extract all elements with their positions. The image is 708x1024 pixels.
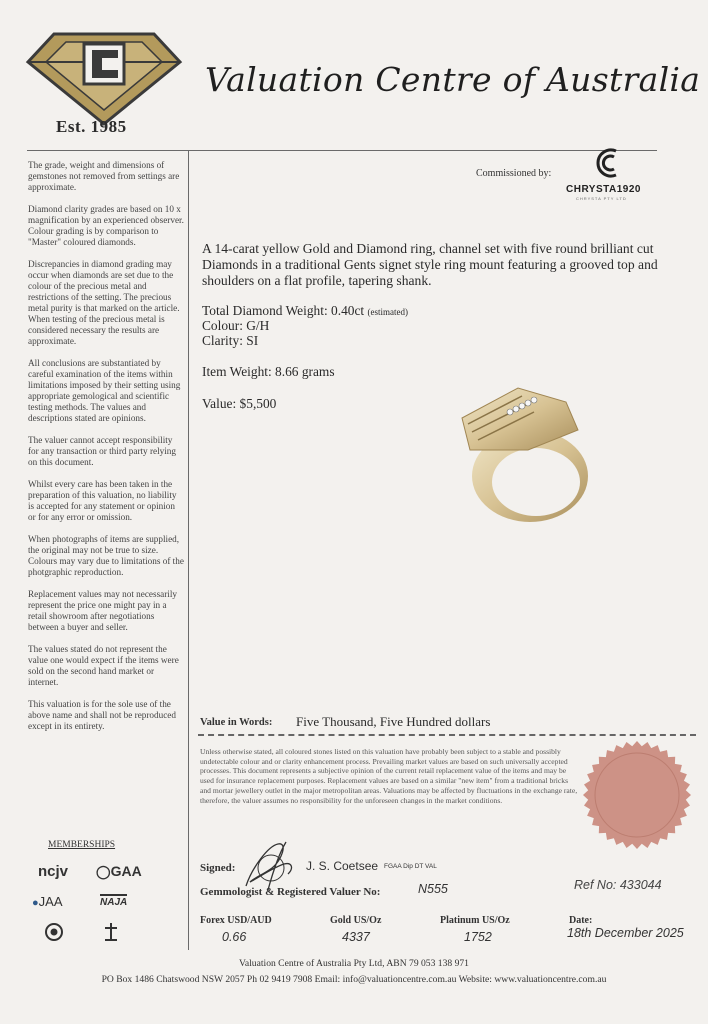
signed-label: Signed: [200, 862, 236, 874]
terms-sidebar [28, 160, 184, 743]
scales-membership-icon [102, 921, 120, 943]
gemmologist-label: Gemmologist & Registered Valuer No: [200, 886, 381, 898]
forex-value: 0.66 [222, 930, 247, 944]
naja-logo-icon: NAJA [100, 894, 127, 908]
forex-label: Forex USD/AUD [200, 915, 272, 926]
footer-contact: PO Box 1486 Chatswood NSW 2057 Ph 02 9419 7908 Email: info@valuationcentre.com.au Website: www.valuationcentre.com.au [101, 974, 607, 985]
dashed-divider [198, 734, 696, 736]
gaa-logo-label: GAA [110, 863, 142, 879]
terms-paragraph: The values stated do not represent the value one would expect if the items were sold on the second hand market or internet. [28, 644, 179, 687]
sidebar-divider [188, 150, 189, 950]
seal-membership-icon [44, 922, 64, 942]
item-weight: Item Weight: 8.66 grams [202, 364, 335, 379]
diamond-colour: Colour: G/H [202, 318, 270, 333]
platinum-value: 1752 [464, 930, 492, 944]
signer-name: J. S. Coetsee [306, 859, 379, 873]
valuation-disclaimer: Unless otherwise stated, all coloured stones listed on this valuation have probably been subject to a stable and possibly undetectable colour and or clarity enhancement process. Prevailing market values are based on such universally accepted processes. This document represents a subjective opinion of the current retail replacement value of the items and may be used for insurance replacement purposes. Replacement values are based on a similar "new item" from a traditional bricks and mortar jewellery outlet in the major metropolitan areas. Valuations may be affected by fluctuations in the exchange rate, therefore, the valuer assumes no responsibility for the unforeseen changes in the market conditions. [200, 747, 578, 805]
terms-paragraph: Whilst every care has been taken in the preparation of this valuation, no liability is accepted for any statement or opinion or for any error or omission. [28, 479, 177, 522]
embossed-seal-icon [582, 740, 692, 850]
diamond-clarity: Clarity: SI [202, 333, 259, 348]
jaa-logo-icon: ●JAA [32, 894, 63, 909]
reference-number: Ref No: 433044 [574, 878, 662, 892]
date-value: 18th December 2025 [567, 926, 684, 940]
memberships-heading: MEMBERSHIPS [48, 840, 116, 850]
terms-paragraph: Discrepancies in diamond grading may occur when diamonds are set due to the colour of the precious metal and restrictions of the setting. The precious metal purity is that marked on the article. When testing of the precious metal is considered necessary the results are approximate. [28, 259, 180, 346]
footer-company: Valuation Centre of Australia Pty Ltd, ABN 79 053 138 971 [239, 958, 469, 969]
value-in-words-label: Value in Words: [200, 717, 273, 728]
gold-value: 4337 [342, 930, 370, 944]
gaa-logo-icon: ◯GAA [96, 863, 142, 879]
date-label: Date: [569, 915, 593, 926]
total-diamond-weight-note: (estimated) [367, 307, 408, 317]
terms-paragraph: When photographs of items are supplied, the original may not be true to size. Colours may vary due to limitations of the photgraphic reproduction. [28, 534, 184, 577]
value-in-words: Five Thousand, Five Hundred dollars [296, 714, 491, 729]
valuation-centre-logo-icon [24, 28, 184, 128]
commissioner-name: CHRYSTA1920 [566, 184, 641, 195]
ring-photo [448, 378, 598, 528]
terms-paragraph: This valuation is for the sole use of the above name and shall not be reproduced except in its entirety. [28, 699, 176, 731]
total-diamond-weight-value: Total Diamond Weight: 0.40ct [202, 303, 365, 318]
platinum-label: Platinum US/Oz [440, 915, 510, 926]
terms-paragraph: All conclusions are substantiated by careful examination of the items within limitations imposed by their setting using appropriate gemological and scientific testing methods. The values and descriptions stated are opinions. [28, 358, 181, 423]
established-year: Est. 1985 [56, 117, 127, 136]
jaa-logo-label: JAA [38, 894, 63, 909]
commissioner-subtext: CHRYSTA PTY LTD [576, 196, 627, 201]
page-title: Valuation Centre of Australia [205, 60, 701, 99]
terms-paragraph: The valuer cannot accept responsibility for any transaction or third party relying on this document. [28, 435, 176, 467]
signer-qualifications: FGAA Dip DT VAL [384, 863, 437, 870]
chrysta-logo-icon [590, 143, 626, 183]
total-diamond-weight [202, 303, 408, 319]
terms-paragraph: Replacement values may not necessarily represent the price one might pay in a retail showroom after negotiations between a buyer and seller. [28, 589, 177, 632]
terms-paragraph: The grade, weight and dimensions of gemstones not removed from settings are approximate. [28, 160, 180, 192]
terms-paragraph: Diamond clarity grades are based on 10 x magnification by an experienced observer. Colour grading is by comparison to "Master" coloured diamonds. [28, 204, 184, 247]
header-divider [27, 150, 657, 151]
item-value: Value: $5,500 [202, 396, 277, 411]
commissioned-by-label: Commissioned by: [476, 168, 552, 179]
valuer-number: N555 [418, 882, 448, 896]
gold-label: Gold US/Oz [330, 915, 382, 926]
item-description: A 14-carat yellow Gold and Diamond ring, channel set with five round brilliant cut Diamonds in a traditional Gents signet style ring mount featuring a grooved top and shoulders on a flat profile, tapering shank. [202, 241, 658, 288]
ncjv-logo-icon: ncjv [38, 863, 69, 880]
